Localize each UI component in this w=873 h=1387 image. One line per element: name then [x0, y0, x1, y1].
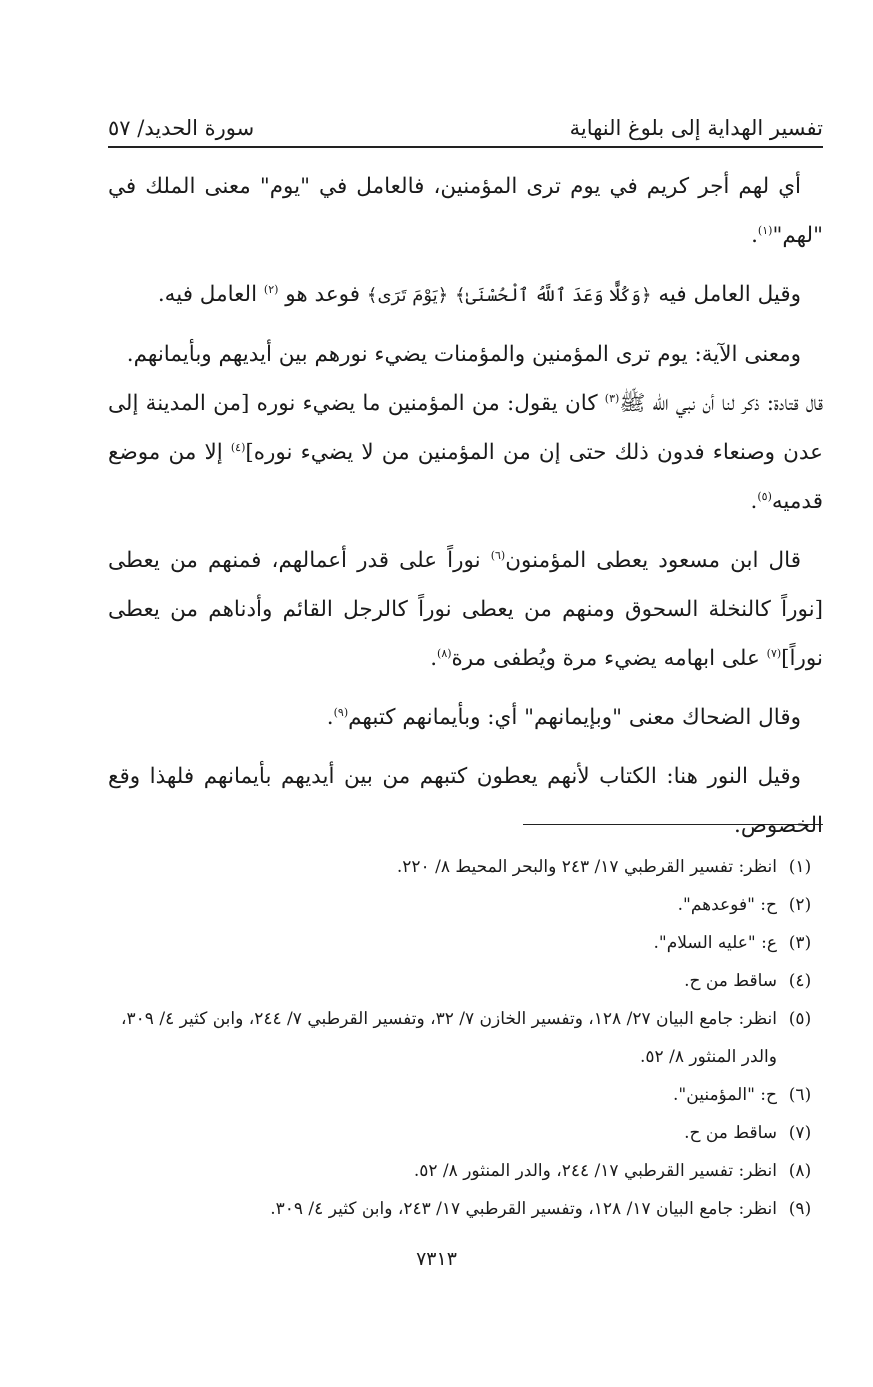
paragraph-7: وقيل النور هنا: الكتاب لأنهم يعطون كتبهم من بين أيديهم بأيمانهم فلهذا وقع الخصوص. [108, 764, 823, 838]
footnote-text: ع: "عليه السلام". [653, 933, 777, 953]
footnote-number: (١) [788, 857, 812, 877]
footnote-ref-4[interactable]: (٤) [230, 440, 246, 454]
paragraph-4: قال قتادة: ذكر لنا أن نبي الله ﷺ$^{(٣)}$ كان يقول: من المؤمنين ما يضيء نوره [من المدينة إلى عدن وصنعاء فدون ذلك حتى إن من المؤمنين من لا يضيء نوره]$^{(٤)}$ إلا من موضع قدميه$^{(٥)}$. [108, 391, 823, 514]
paragraph-2: وقيل العامل فيه ﴿وَكُلًّا وَعَدَ ٱللَّهُ ٱلْحُسْنَىٰ﴾ ﴿يَوْمَ تَرَى﴾ فوعد هو $^{(٢)}$ العامل فيه. [157, 282, 801, 307]
surah-page-label: سورة الحديد/ ٥٧ [108, 116, 255, 140]
footnote-ref-6[interactable]: (٦) [490, 548, 506, 562]
footnote-item [108, 886, 823, 924]
footnote-number: (٩) [788, 1199, 812, 1219]
footnote-ref-8[interactable]: (٨) [437, 646, 452, 660]
main-text [108, 162, 823, 860]
footnote-number: (٤) [788, 971, 812, 991]
footnote-ref-3[interactable]: (٣) [604, 391, 620, 405]
paragraph-1: أي لهم أجر كريم في يوم ترى المؤمنين، فالعامل في "يوم" معنى الملك في "لهم"$^{(١)}$. [108, 174, 823, 248]
footnote-text: ساقط من ح. [684, 1123, 777, 1143]
running-header [108, 100, 823, 140]
page-number: ٧٣١٣ [416, 1248, 457, 1270]
footnote-ref-5[interactable]: (٥) [757, 489, 772, 503]
header-divider [108, 146, 823, 148]
footnote-item [108, 1152, 823, 1190]
footnote-item [108, 962, 823, 1000]
paragraph-6: وقال الضحاك معنى "وبإيمانهم" أي: وبأيمانهم كتبهم$^{(٩)}$. [326, 705, 801, 730]
footnote-text: ساقط من ح. [684, 971, 777, 991]
footnote-text: ح: "فوعدهم". [677, 895, 777, 915]
footnote-text: انظر: تفسير القرطبي ١٧/ ٢٤٣ والبحر المحيط ٨/ ٢٢٠. [396, 857, 777, 877]
footnote-item [108, 848, 823, 886]
footnote-ref-9[interactable]: (٩) [333, 705, 349, 719]
book-title: تفسير الهداية إلى بلوغ النهاية [569, 116, 823, 140]
paragraph-5: قال ابن مسعود يعطى المؤمنون$^{(٦)}$ نوراً على قدر أعمالهم، فمنهم من يعطى [نوراً كالنخلة السحوق ومنهم من يعطى نوراً كالرجل القائم وأدناهم من يعطى نوراً]$^{(٧)}$ على ابهامه يضيء مرة ويُطفى مرة$^{(٨)}$. [108, 548, 823, 671]
footnote-number: (٣) [788, 933, 812, 953]
footnote-ref-2[interactable]: (٢) [263, 282, 279, 296]
footnote-number: (٥) [788, 1009, 812, 1029]
footnote-item [108, 1076, 823, 1114]
footnote-item [108, 1000, 823, 1076]
quran-quote-2: ﴿يَوْمَ تَرَى﴾ [366, 285, 449, 306]
footnote-item [108, 924, 823, 962]
quran-quote-1: ﴿وَكُلًّا وَعَدَ ٱللَّهُ ٱلْحُسْنَىٰ﴾ [455, 285, 652, 306]
footnote-ref-7[interactable]: (٧) [766, 646, 782, 660]
paragraph-3: ومعنى الآية: يوم ترى المؤمنين والمؤمنات يضيء نورهم بين أيديهم وبأيمانهم. [126, 342, 801, 367]
footnote-text: انظر: جامع البيان ٢٧/ ١٢٨، وتفسير الخازن ٧/ ٣٢، وتفسير القرطبي ٧/ ٢٤٤، وابن كثير ٤/ ٣٠٩، والدر المنثور ٨/ ٥٢. [121, 1009, 777, 1067]
footnote-number: (٢) [788, 895, 812, 915]
footnote-text: ح: "المؤمنين". [673, 1085, 777, 1105]
footnote-text: انظر: تفسير القرطبي ١٧/ ٢٤٤، والدر المنثور ٨/ ٥٢. [413, 1161, 777, 1181]
footnote-text: انظر: جامع البيان ١٧/ ١٢٨، وتفسير القرطبي ١٧/ ٢٤٣، وابن كثير ٤/ ٣٠٩. [270, 1199, 777, 1219]
footnote-ref-1[interactable]: (١) [757, 223, 773, 237]
footnote-number: (٧) [788, 1123, 812, 1143]
footnotes [108, 848, 823, 1228]
footnote-item [108, 1190, 823, 1228]
footnote-number: (٨) [788, 1161, 812, 1181]
footnote-number: (٦) [788, 1085, 812, 1105]
footnote-item [108, 1114, 823, 1152]
footnote-divider [523, 824, 823, 825]
